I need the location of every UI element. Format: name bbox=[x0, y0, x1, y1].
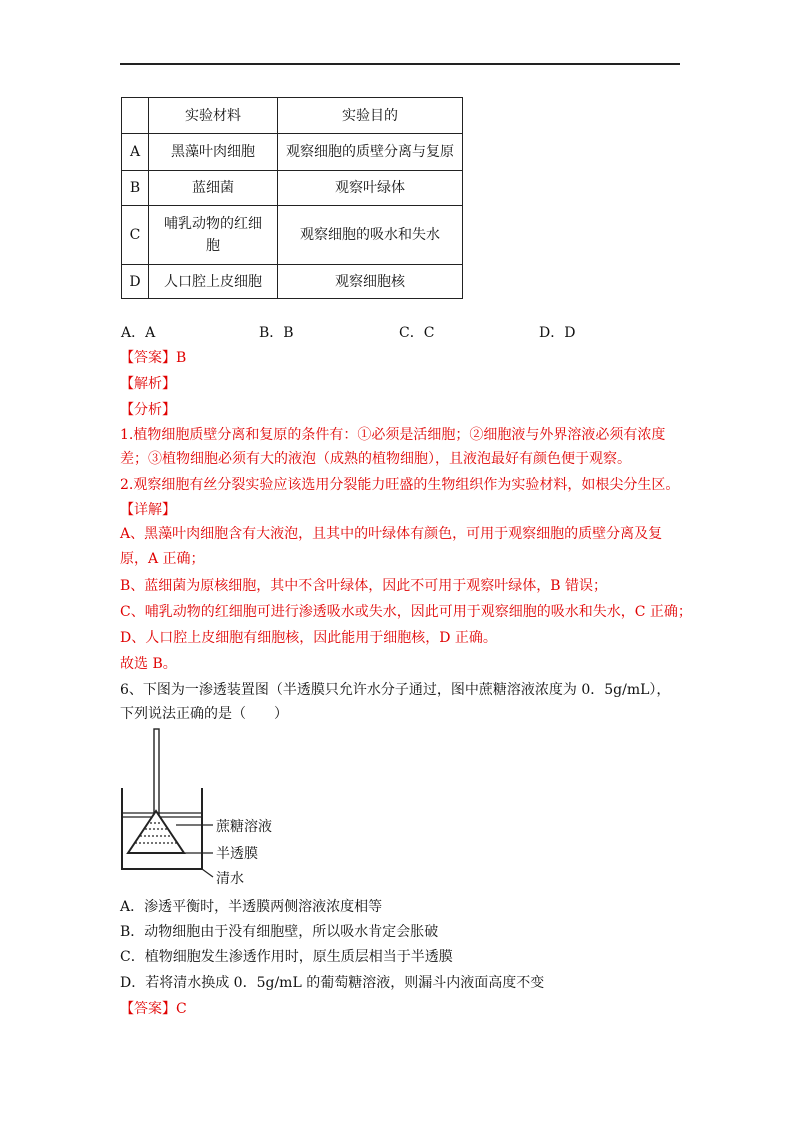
q5-option-d: D．D bbox=[539, 325, 576, 341]
q5-option-c: C．C bbox=[399, 325, 435, 341]
q6-stem-line-2: 下列说法正确的是（ ） bbox=[120, 706, 288, 722]
q5-detail-line-3: B、蓝细菌为原核细胞，其中不含叶绿体，因此不可用于观察叶绿体，B 错误； bbox=[120, 578, 608, 594]
q5-jiexi-heading: 【解析】 bbox=[120, 376, 176, 392]
table-cell: 黑藻叶肉细胞 bbox=[149, 134, 278, 171]
table-header-purpose: 实验目的 bbox=[278, 98, 463, 134]
table-cell: 人口腔上皮细胞 bbox=[149, 265, 278, 299]
table-cell: 蓝细菌 bbox=[149, 171, 278, 206]
q6-option-b: B．动物细胞由于没有细胞壁，所以吸水肯定会胀破 bbox=[120, 924, 439, 940]
table-row bbox=[122, 206, 463, 265]
q5-detail-line-5: D、人口腔上皮细胞有细胞核，因此能用于细胞核，D 正确。 bbox=[120, 630, 497, 646]
table-cell: 观察细胞的吸水和失水 bbox=[278, 206, 463, 265]
osmosis-apparatus-figure bbox=[118, 727, 298, 897]
q5-detail-line-2: 原，A 正确； bbox=[120, 551, 205, 567]
q5-fenxi-heading: 【分析】 bbox=[120, 402, 176, 418]
q5-option-a: A．A bbox=[121, 325, 156, 341]
q6-option-a: A．渗透平衡时，半透膜两侧溶液浓度相等 bbox=[120, 899, 383, 915]
table-cell: C bbox=[122, 206, 149, 265]
q5-detail-line-1: A、黑藻叶肉细胞含有大液泡，且其中的叶绿体有颜色，可用于观察细胞的质壁分离及复 bbox=[120, 526, 663, 542]
table-row bbox=[122, 171, 463, 206]
label-semipermeable-membrane: 半透膜 bbox=[216, 846, 258, 862]
table-cell bbox=[122, 98, 149, 134]
table-cell: A bbox=[122, 134, 149, 171]
table-cell: 观察细胞的质壁分离与复原 bbox=[278, 134, 463, 171]
table-cell: 哺乳动物的红细胞 bbox=[149, 206, 278, 265]
table-cell: 观察叶绿体 bbox=[278, 171, 463, 206]
label-clear-water: 清水 bbox=[216, 871, 244, 887]
label-sucrose-solution: 蔗糖溶液 bbox=[216, 819, 272, 835]
table-header-material: 实验材料 bbox=[149, 98, 278, 134]
table-cell: 观察细胞核 bbox=[278, 265, 463, 299]
header-rule bbox=[120, 63, 680, 65]
q5-detail-line-4: C、哺乳动物的红细胞可进行渗透吸水或失水，因此可用于观察细胞的吸水和失水，C 正确； bbox=[120, 604, 692, 620]
table-cell: D bbox=[122, 265, 149, 299]
osmosis-apparatus-diagram bbox=[118, 727, 298, 897]
table-cell: B bbox=[122, 171, 149, 206]
q5-analysis-line-3: 2.观察细胞有丝分裂实验应该选用分裂能力旺盛的生物组织作为实验材料，如根尖分生区。 bbox=[120, 477, 680, 493]
q5-xiangjie-heading: 【详解】 bbox=[120, 502, 176, 518]
table-row bbox=[122, 265, 463, 299]
q5-analysis-line-2: 差；③植物细胞必须有大的液泡（成熟的植物细胞），且液泡最好有颜色便于观察。 bbox=[120, 451, 631, 467]
q6-option-c: C．植物细胞发生渗透作用时，原生质层相当于半透膜 bbox=[120, 949, 453, 965]
experiment-table bbox=[121, 97, 463, 299]
q6-option-d: D．若将清水换成 0．5g/mL 的葡萄糖溶液，则漏斗内液面高度不变 bbox=[120, 975, 545, 991]
q5-conclusion: 故选 B。 bbox=[120, 656, 177, 672]
table-header-row bbox=[122, 98, 463, 134]
q6-stem-line-1: 6、下图为一渗透装置图（半透膜只允许水分子通过，图中蔗糖溶液浓度为 0．5g/mL）， bbox=[120, 682, 671, 698]
q5-answer: 【答案】B bbox=[120, 350, 187, 366]
q6-answer: 【答案】C bbox=[120, 1001, 187, 1017]
q5-option-b: B．B bbox=[259, 325, 294, 341]
table-row bbox=[122, 134, 463, 171]
q5-analysis-line-1: 1.植物细胞质壁分离和复原的条件有：①必须是活细胞；②细胞液与外界溶液必须有浓度 bbox=[120, 427, 666, 443]
